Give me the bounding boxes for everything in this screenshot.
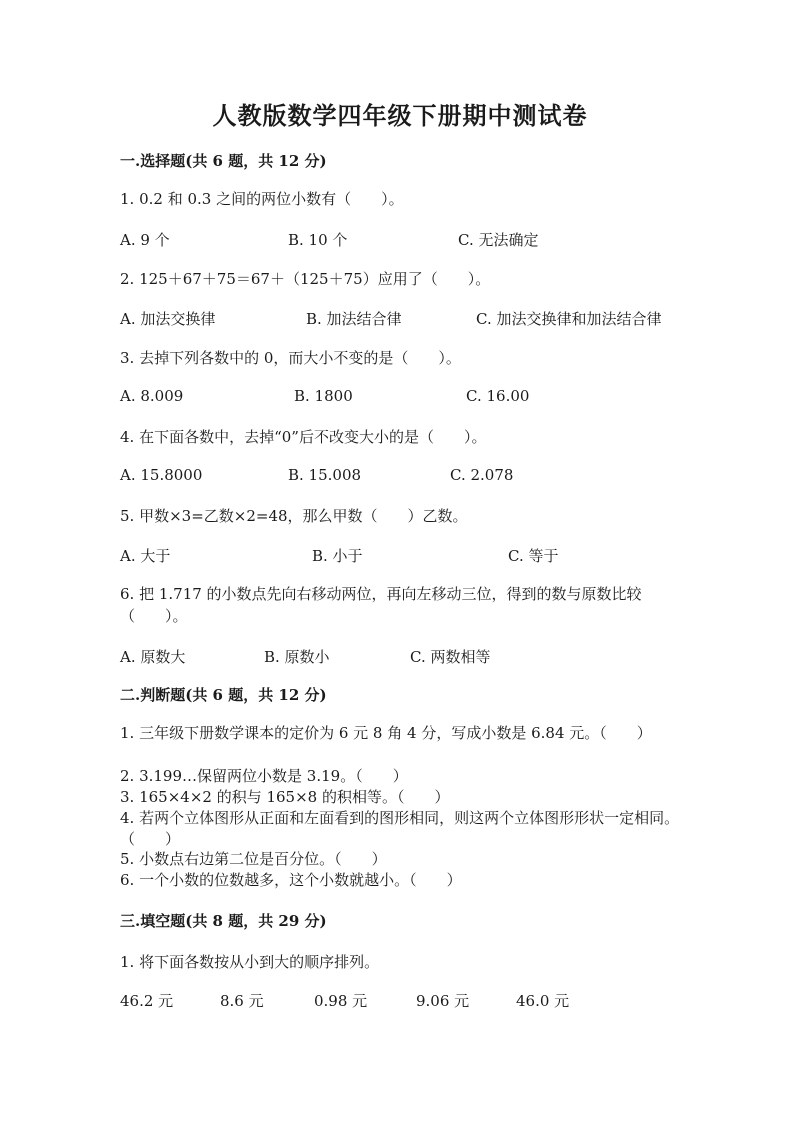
value-item: 9.06 元 (416, 992, 470, 1010)
judge-question-4: 4. 若两个立体图形从正面和左面看到的图形相同，则这两个立体图形形状一定相同。（ ） (120, 809, 680, 848)
judge-question-3: 3. 165×4×2 的积与 165×8 的积相等。（ ） (120, 788, 450, 806)
choice-2-option-a: A. 加法交换律 (120, 310, 216, 328)
choice-question-2: 2. 125＋67＋75＝67＋（125＋75）应用了（ ）。 (120, 270, 491, 288)
choice-6-option-a: A. 原数大 (120, 648, 186, 666)
choice-4-option-a: A. 15.8000 (120, 466, 203, 484)
judge-question-1: 1. 三年级下册数学课本的定价为 6 元 8 角 4 分，写成小数是 6.84 元。（ ） (120, 724, 652, 742)
section-heading-fill: 三.填空题(共 8 题，共 29 分) (120, 912, 327, 930)
choice-5-option-b: B. 小于 (312, 547, 363, 565)
choice-question-3: 3. 去掉下列各数中的 0，而大小不变的是（ ）。 (120, 349, 461, 367)
fill-question-1: 1. 将下面各数按从小到大的顺序排列。 (120, 953, 380, 971)
judge-question-2: 2. 3.199…保留两位小数是 3.19。（ ） (120, 767, 408, 785)
section-heading-choice: 一.选择题(共 6 题，共 12 分) (120, 152, 327, 170)
section-heading-judge: 二.判断题(共 6 题，共 12 分) (120, 686, 327, 704)
choice-5-option-a: A. 大于 (120, 547, 171, 565)
judge-question-5: 5. 小数点右边第二位是百分位。（ ） (120, 850, 387, 868)
choice-2-option-b: B. 加法结合律 (306, 310, 402, 328)
choice-question-6: 6. 把 1.717 的小数点先向右移动两位，再向左移动三位，得到的数与原数比较（ ）。 (120, 585, 642, 625)
choice-2-option-c: C. 加法交换律和加法结合律 (476, 310, 662, 328)
choice-3-option-c: C. 16.00 (466, 387, 530, 405)
choice-1-option-b: B. 10 个 (288, 231, 348, 249)
value-item: 8.6 元 (220, 992, 264, 1010)
page-title: 人教版数学四年级下册期中测试卷 (212, 101, 588, 130)
value-item: 46.2 元 (120, 992, 174, 1010)
choice-3-option-a: A. 8.009 (120, 387, 184, 405)
choice-6-option-c: C. 两数相等 (410, 648, 491, 666)
choice-question-5: 5. 甲数×3=乙数×2=48，那么甲数（ ）乙数。 (120, 507, 468, 525)
value-item: 0.98 元 (314, 992, 368, 1010)
judge-question-6: 6. 一个小数的位数越多，这个小数就越小。（ ） (120, 871, 462, 889)
choice-3-option-b: B. 1800 (294, 387, 353, 405)
value-item: 46.0 元 (516, 992, 570, 1010)
choice-1-option-a: A. 9 个 (120, 231, 170, 249)
choice-4-option-c: C. 2.078 (450, 466, 514, 484)
choice-1-option-c: C. 无法确定 (458, 231, 539, 249)
choice-4-option-b: B. 15.008 (288, 466, 362, 484)
choice-question-4: 4. 在下面各数中，去掉“0”后不改变大小的是（ ）。 (120, 428, 487, 446)
choice-5-option-c: C. 等于 (508, 547, 559, 565)
choice-6-option-b: B. 原数小 (264, 648, 330, 666)
choice-question-1: 1. 0.2 和 0.3 之间的两位小数有（ ）。 (120, 190, 404, 208)
